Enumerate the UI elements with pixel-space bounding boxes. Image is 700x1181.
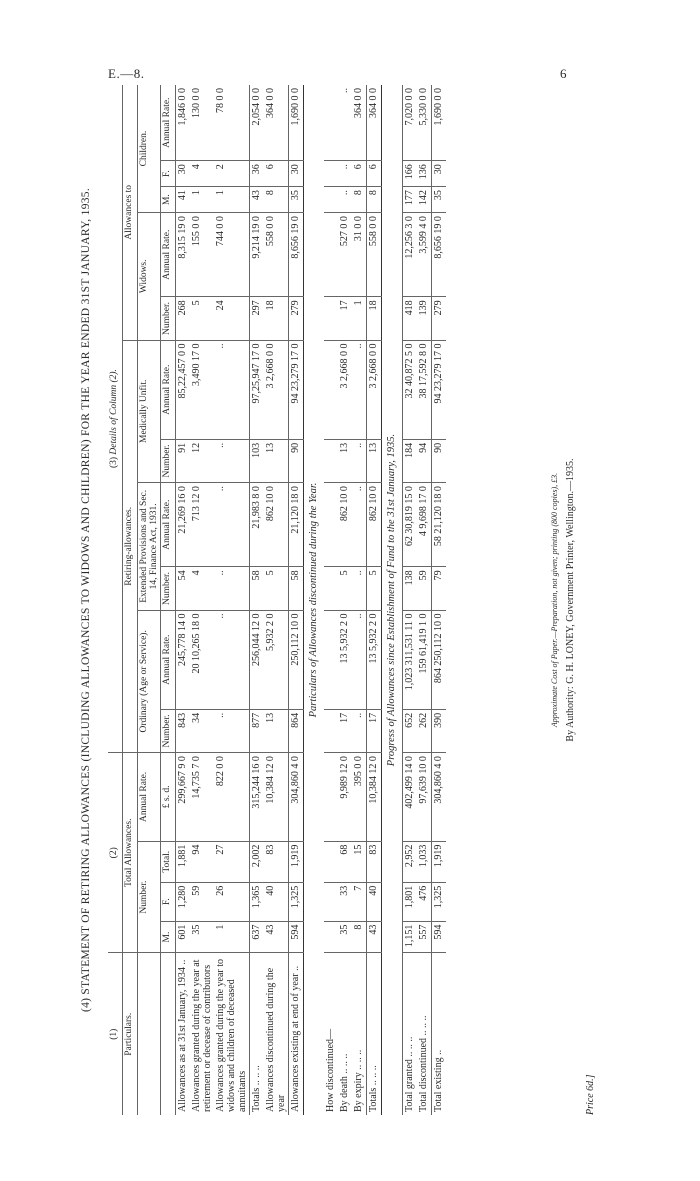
cell-om: 390 (432, 709, 447, 752)
cell-em: 58 (289, 567, 304, 610)
cell-tt: 2,002 (250, 841, 265, 882)
cell-mm: .. (214, 439, 250, 482)
cell-tf (324, 882, 338, 921)
table-row (289, 85, 304, 1115)
cell-or: .. (352, 610, 367, 709)
cell-tt: 27 (214, 841, 250, 882)
cell-cr: 364 0 0 (264, 85, 289, 161)
row-label: Allowances granted during the year at retirement or decease of contributors (191, 959, 213, 1112)
cell-em: 79 (432, 567, 447, 610)
widows-head: Widows. (138, 213, 161, 340)
cell-er: .. (214, 483, 250, 567)
table-row (352, 85, 367, 1115)
cell-tf: 59 (190, 882, 214, 921)
cell-cr: 5,330 0 0 (417, 85, 432, 161)
cell-cf: 30 (432, 161, 447, 187)
cell-em: 54 (176, 567, 191, 610)
cost-note: Approximate Cost of Paper.—Preparation, not given; printing (800 copies), £3. (550, 472, 559, 728)
cell-tf: 40 (367, 882, 382, 921)
cell-tf: 1,325 (289, 882, 304, 921)
cell-om: 877 (250, 709, 265, 752)
ordinary-head: Ordinary (Age or Service). (138, 610, 161, 753)
cell-cf: 2 (214, 161, 250, 187)
cell-tm: 8 (352, 921, 367, 953)
cell-wn: 18 (264, 297, 289, 340)
cell-wr: 8,315 19 0 (176, 213, 191, 297)
section-progress-title: Progress of Allowances since Establishment of Fund to the 31st January, 1935. (382, 85, 403, 1115)
table-row (432, 85, 447, 1115)
cell-cr: 2,054 0 0 (250, 85, 265, 161)
cell-er: 862 10 0 (338, 483, 352, 567)
cell-mr: 3 2,668 0 0 (367, 340, 382, 439)
main-rows (176, 85, 304, 1115)
cell-cm: 43 (250, 187, 265, 213)
rate-head: Annual Rate. (138, 753, 161, 842)
cell-cm: 1 (214, 187, 250, 213)
number-head: Number. (138, 841, 161, 953)
cell-tr: 395 0 0 (352, 753, 367, 842)
cell-tr: 299,667 9 0 (176, 753, 191, 842)
cell-or: 245,778 14 0 (176, 610, 191, 709)
statement-table (108, 85, 446, 1115)
rate-head: Annual Rate. (161, 85, 176, 161)
cell-tr: 14,735 7 0 (190, 753, 214, 842)
cell-cf: .. (338, 161, 352, 187)
cell-mr: .. (352, 340, 367, 439)
cell-tm: 601 (176, 921, 191, 953)
rate-head: Annual Rate. (161, 213, 176, 297)
cell-mm (324, 439, 338, 482)
cell-om: 262 (417, 709, 432, 752)
cell-wr: 3,599 4 0 (417, 213, 432, 297)
cell-wn: 418 (403, 297, 418, 340)
cell-cf: 4 (190, 161, 214, 187)
cell-tt: 68 (338, 841, 352, 882)
cell-cr: .. (338, 85, 352, 161)
cell-wr: 155 0 0 (190, 213, 214, 297)
extended-head: Extended Provisions and Sec. 14, Finance Act, 1931. (138, 483, 161, 610)
cell-cf: 30 (176, 161, 191, 187)
statement-title: (4) STATEMENT OF RETIRING ALLOWANCES (INCLUDING ALLOWANCES TO WIDOWS AND CHILDREN) FOR THE YEAR ENDED 31ST JANUARY, 1935. (80, 187, 92, 1013)
cell-mr: 94 23,279 17 0 (289, 340, 304, 439)
discontinued-rows (324, 85, 382, 1115)
cell-mm: .. (352, 439, 367, 482)
cell-tf: 1,801 (403, 882, 418, 921)
lsd-head: £ s. d. (161, 753, 176, 842)
cell-em: 138 (403, 567, 418, 610)
header-row-4 (161, 85, 176, 1115)
cell-tr: 304,860 4 0 (289, 753, 304, 842)
cell-er (324, 483, 338, 567)
cell-tr: 402,499 14 0 (403, 753, 418, 842)
header-row-1 (108, 85, 123, 1115)
col2-head: (2) (108, 753, 123, 953)
row-label: By death .. .. .. (339, 1053, 350, 1112)
cell-tm (324, 921, 338, 953)
cell-or: 13 5,932 2 0 (367, 610, 382, 709)
cell-cr (324, 85, 338, 161)
cell-tf: 40 (264, 882, 289, 921)
cell-em: 4 (190, 567, 214, 610)
children-head: Children. (138, 85, 161, 213)
cell-wr (324, 213, 338, 297)
cell-cm: 8 (352, 187, 367, 213)
cell-er: 21,120 18 0 (289, 483, 304, 567)
col1-head: (1) (108, 953, 123, 1115)
cell-tm: 35 (190, 921, 214, 953)
table-row (214, 85, 250, 1115)
cell-tf: 1,325 (432, 882, 447, 921)
cell-er: 862 10 0 (264, 483, 289, 567)
cell-wr: 12,256 3 0 (403, 213, 418, 297)
table-row (367, 85, 382, 1115)
cell-em: 5 (338, 567, 352, 610)
cell-tm: 1 (214, 921, 250, 953)
cell-cm: 8 (367, 187, 382, 213)
cell-wn: 297 (250, 297, 265, 340)
cell-tt: 83 (264, 841, 289, 882)
cell-cm: 35 (289, 187, 304, 213)
cell-wn: 279 (432, 297, 447, 340)
cell-wr: 8,656 19 0 (432, 213, 447, 297)
cell-om: 864 (289, 709, 304, 752)
cell-tr: 315,244 16 0 (250, 753, 265, 842)
cell-mr: 97,25,947 17 0 (250, 340, 265, 439)
cell-mm: 103 (250, 439, 265, 482)
cell-tt: 83 (367, 841, 382, 882)
cell-om: 17 (367, 709, 382, 752)
rate-head: Annual Rate. (161, 483, 176, 567)
cell-tf: 26 (214, 882, 250, 921)
cell-mr: 3 2,668 0 0 (338, 340, 352, 439)
section-discontinued-title: Particulars of Allowances discontinued during the Year. (304, 85, 325, 1115)
cell-mm: 13 (367, 439, 382, 482)
row-label: Allowances as at 31st January, 1934 .. (176, 953, 191, 1115)
total-head: Total. (161, 841, 176, 882)
cell-mm: 91 (176, 439, 191, 482)
m-head: M. (161, 187, 176, 213)
cell-er: .. (352, 483, 367, 567)
cell-or: 13 5,932 2 0 (338, 610, 352, 709)
table-row (250, 85, 265, 1115)
row-label: Allowances discontinued during the year (265, 967, 287, 1112)
number-head: Number. (161, 439, 176, 482)
cell-tm: 43 (264, 921, 289, 953)
cell-mm: 13 (338, 439, 352, 482)
cell-cf (324, 161, 338, 187)
cell-mr: 38 17,592 8 0 (417, 340, 432, 439)
cell-om: .. (352, 709, 367, 752)
cell-or: 864 250,112 10 0 (432, 610, 447, 709)
cell-tr: 10,384 12 0 (367, 753, 382, 842)
cell-tr: 822 0 0 (214, 753, 250, 842)
cell-mr (324, 340, 338, 439)
cell-wn (324, 297, 338, 340)
f-head: F. (161, 161, 176, 187)
cell-cr: 1,690 0 0 (432, 85, 447, 161)
table-row (324, 85, 338, 1115)
cell-om (324, 709, 338, 752)
row-label: Total existing .. (432, 953, 447, 1115)
cell-tm: 637 (250, 921, 265, 953)
cell-cf: 136 (417, 161, 432, 187)
cell-tr (324, 753, 338, 842)
cell-cm: 35 (432, 187, 447, 213)
cell-or: 256,044 12 0 (250, 610, 265, 709)
cell-tr: 10,384 12 0 (264, 753, 289, 842)
table-row (417, 85, 432, 1115)
cell-tt: 1,919 (289, 841, 304, 882)
total-allowances-head: Total Allowances. (123, 753, 138, 953)
cell-tf: 476 (417, 882, 432, 921)
cell-mm: 90 (289, 439, 304, 482)
cell-cr: 1,690 0 0 (289, 85, 304, 161)
cell-wr: 744 0 0 (214, 213, 250, 297)
cell-mm: 94 (417, 439, 432, 482)
cell-er: 58 21,120 18 0 (432, 483, 447, 567)
cell-cf: 6 (367, 161, 382, 187)
cell-or: 5,932 2 0 (264, 610, 289, 709)
cell-cr: 130 0 0 (190, 85, 214, 161)
table-row (403, 85, 418, 1115)
cell-cr: 7,020 0 0 (403, 85, 418, 161)
row-label: By expiry .. .. .. (353, 1049, 364, 1112)
cell-tf: 1,280 (176, 882, 191, 921)
cell-er: 862 10 0 (367, 483, 382, 567)
cell-wn: 18 (367, 297, 382, 340)
cell-or: 1,023 311,531 11 0 (403, 610, 418, 709)
cell-em: 5 (264, 567, 289, 610)
cell-em: .. (352, 567, 367, 610)
cell-mm: 184 (403, 439, 418, 482)
cell-tm: 557 (417, 921, 432, 953)
authority-line: By Authority: G. H. LONEY, Government Printer, Wellington.—1935. (565, 458, 576, 742)
allowances-to-head: Allowances to (123, 85, 138, 340)
cell-or: .. (214, 610, 250, 709)
cell-cr: 364 0 0 (352, 85, 367, 161)
row-label: Allowances existing at end of year .. (289, 953, 304, 1115)
rate-head: Annual Rate. (161, 610, 176, 709)
cell-mr: 3 2,668 0 0 (264, 340, 289, 439)
cell-cm: 1 (190, 187, 214, 213)
col3-head: (3) Details of Column (2). (108, 85, 123, 753)
medical-head: Medically Unfit. (138, 340, 161, 483)
cell-tm: 35 (338, 921, 352, 953)
cell-wn: 17 (338, 297, 352, 340)
cell-er: 21,983 8 0 (250, 483, 265, 567)
cell-tm: 594 (289, 921, 304, 953)
cell-or: 159 61,419 1 0 (417, 610, 432, 709)
table-row (190, 85, 214, 1115)
cell-cm: 8 (264, 187, 289, 213)
cell-cf: 166 (403, 161, 418, 187)
progress-rows (403, 85, 447, 1115)
header-row-3 (138, 85, 161, 1115)
cell-om: 13 (264, 709, 289, 752)
cell-wn: 1 (352, 297, 367, 340)
cell-mr: .. (214, 340, 250, 439)
row-label: Totals .. .. .. (367, 953, 382, 1115)
table-row (176, 85, 191, 1115)
cell-tf: 1,365 (250, 882, 265, 921)
cell-or (324, 610, 338, 709)
cell-tf: 33 (338, 882, 352, 921)
row-label: Total discontinued .. .. .. (418, 1015, 429, 1112)
cell-tt: 94 (190, 841, 214, 882)
cell-cm (324, 187, 338, 213)
page-number: 6 (560, 66, 567, 81)
row-label: How discontinued— (325, 1028, 336, 1112)
cell-er: 21,269 16 0 (176, 483, 191, 567)
cell-wr: 31 0 0 (352, 213, 367, 297)
cell-tt: 1,033 (417, 841, 432, 882)
cell-wn: 24 (214, 297, 250, 340)
cell-mm: 90 (432, 439, 447, 482)
table-row (264, 85, 289, 1115)
particulars-head: Particulars. (123, 953, 138, 1115)
cell-tr: 304,860 4 0 (432, 753, 447, 842)
cell-or: 250,112 10 0 (289, 610, 304, 709)
cell-tr: 9,989 12 0 (338, 753, 352, 842)
cell-cm: 142 (417, 187, 432, 213)
cell-tr: 97,639 10 0 (417, 753, 432, 842)
row-label: Allowances granted during the year to widows and children of deceased annuitants (215, 958, 248, 1112)
cell-cf: 36 (250, 161, 265, 187)
cell-tm: 43 (367, 921, 382, 953)
page-code: E.—8. (108, 66, 145, 81)
cell-mm: 12 (190, 439, 214, 482)
cell-wr: 527 0 0 (338, 213, 352, 297)
cell-tm: 594 (432, 921, 447, 953)
cell-mr: 32 40,872 5 0 (403, 340, 418, 439)
cell-wr: 558 0 0 (264, 213, 289, 297)
cell-wn: 5 (190, 297, 214, 340)
cell-tt: 1,881 (176, 841, 191, 882)
table-row (338, 85, 352, 1115)
cell-cm: 177 (403, 187, 418, 213)
cell-om: 17 (338, 709, 352, 752)
cell-wr: 8,656 19 0 (289, 213, 304, 297)
cell-tt: 1,919 (432, 841, 447, 882)
cell-cm: .. (338, 187, 352, 213)
cell-cm: 41 (176, 187, 191, 213)
price-label: Price 6d.] (585, 1074, 596, 1115)
m-head: M. (161, 921, 176, 953)
cell-tt: 2,952 (403, 841, 418, 882)
cell-wn: 268 (176, 297, 191, 340)
cell-em: 59 (417, 567, 432, 610)
cell-om: 34 (190, 709, 214, 752)
cell-or: 20 10,265 18 0 (190, 610, 214, 709)
cell-om: 652 (403, 709, 418, 752)
cell-tt: 15 (352, 841, 367, 882)
cell-er: 62 30,819 15 0 (403, 483, 418, 567)
cell-wn: 139 (417, 297, 432, 340)
cell-em: 5 (367, 567, 382, 610)
cell-cr: 364 0 0 (367, 85, 382, 161)
cell-tt (324, 841, 338, 882)
cell-mm: 13 (264, 439, 289, 482)
cell-wr: 9,214 19 0 (250, 213, 265, 297)
cell-cf: 6 (264, 161, 289, 187)
cell-cf: 30 (289, 161, 304, 187)
cell-er: 713 12 0 (190, 483, 214, 567)
cell-cf: 6 (352, 161, 367, 187)
cell-tm: 1,151 (403, 921, 418, 953)
cell-mr: 94 23,279 17 0 (432, 340, 447, 439)
number-head: Number. (161, 297, 176, 340)
cell-tf: 7 (352, 882, 367, 921)
f-head: F. (161, 882, 176, 921)
cell-mr: 85,22,457 0 0 (176, 340, 191, 439)
cell-wn: 279 (289, 297, 304, 340)
cell-em: .. (214, 567, 250, 610)
cell-cr: 1,846 0 0 (176, 85, 191, 161)
retiring-head: Retiring-allowances. (123, 340, 138, 753)
cell-er: 4 9,698 17 0 (417, 483, 432, 567)
number-head: Number. (161, 567, 176, 610)
rotated-statement (80, 85, 600, 1115)
cell-mr: 3,490 17 0 (190, 340, 214, 439)
cell-em (324, 567, 338, 610)
cell-om: .. (214, 709, 250, 752)
number-head: Number. (161, 709, 176, 752)
row-label: Totals .. .. .. (250, 953, 265, 1115)
cell-em: 58 (250, 567, 265, 610)
row-label: Total granted .. .. .. (403, 953, 418, 1115)
cell-om: 843 (176, 709, 191, 752)
rate-head: Annual Rate. (161, 340, 176, 439)
cell-cr: 78 0 0 (214, 85, 250, 161)
header-row-2 (123, 85, 138, 1115)
cell-wr: 558 0 0 (367, 213, 382, 297)
